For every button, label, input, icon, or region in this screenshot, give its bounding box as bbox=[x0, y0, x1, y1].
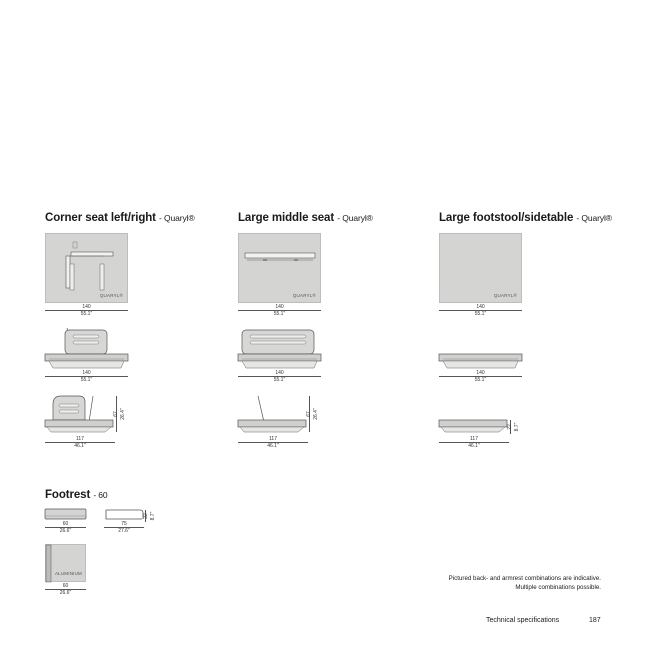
middle-seat-variant: - Quaryl® bbox=[337, 213, 373, 223]
corner-seat-top-width-cm: 140 bbox=[82, 304, 91, 310]
corner-seat-front-view bbox=[45, 326, 128, 370]
middle-seat-side-height-cm: 67 bbox=[306, 411, 312, 417]
footstool-top-view bbox=[439, 233, 522, 303]
footrest-side-depth-cm: 75 bbox=[121, 521, 127, 527]
combination-note-line-2: Multiple combinations possible. bbox=[515, 584, 601, 591]
corner-seat-front-width-cm: 140 bbox=[82, 370, 91, 376]
footstool-side-depth-in: 46.1" bbox=[468, 443, 480, 449]
middle-seat-top-width-cm: 140 bbox=[275, 304, 284, 310]
middle-seat-side-height-in: 26.4" bbox=[313, 408, 319, 420]
footstool-variant: - Quaryl® bbox=[576, 213, 612, 223]
corner-seat-title bbox=[45, 212, 195, 224]
middle-seat-title bbox=[238, 212, 373, 224]
footrest-name: Footrest bbox=[45, 489, 91, 501]
corner-seat-side-height-cm: 67 bbox=[113, 411, 119, 417]
corner-seat-side-height-in: 26.4" bbox=[120, 408, 126, 420]
combination-note bbox=[449, 574, 601, 592]
footstool-top-width-in: 55.1" bbox=[474, 311, 487, 317]
footrest-side-height-cm: 22 bbox=[143, 513, 149, 519]
footrest-side-view bbox=[104, 507, 144, 521]
footstool-side-height-cm: 22 bbox=[507, 424, 513, 430]
footrest-top-width-in: 26.6" bbox=[59, 590, 72, 596]
footstool-front-drawing bbox=[439, 350, 522, 370]
middle-seat-top-view bbox=[238, 233, 321, 303]
footstool-title bbox=[439, 212, 612, 224]
footstool-side-view bbox=[439, 416, 509, 438]
middle-seat-side-depth-in: 46.1" bbox=[267, 443, 279, 449]
corner-seat-front-width-in: 55.1" bbox=[80, 377, 93, 383]
footstool-name: Large footstool/sidetable bbox=[439, 212, 574, 224]
footrest-side-drawing bbox=[104, 507, 144, 521]
corner-seat-side-depth-in: 46.1" bbox=[74, 443, 86, 449]
corner-seat-name: Corner seat left/right bbox=[45, 212, 156, 224]
corner-seat-top-view bbox=[45, 233, 128, 303]
footer-section-label: Technical specifications bbox=[486, 617, 560, 624]
footrest-material-label: ALUMINIUM bbox=[54, 571, 82, 576]
corner-seat-side-drawing bbox=[45, 392, 115, 438]
middle-seat-side-drawing bbox=[238, 392, 308, 438]
footrest-side-height-in: 8.7" bbox=[150, 511, 156, 521]
middle-seat-top-width-in: 55.1" bbox=[273, 311, 286, 317]
footrest-top-drawing bbox=[46, 545, 87, 583]
footrest-front-width-in: 26.6" bbox=[59, 528, 72, 534]
middle-seat-front-view bbox=[238, 326, 321, 370]
footrest-variant: - 60 bbox=[93, 490, 108, 500]
footrest-front-drawing bbox=[45, 507, 87, 521]
footrest-front-width-cm: 60 bbox=[62, 521, 69, 527]
footstool-side-drawing bbox=[439, 416, 509, 438]
footrest-top-view bbox=[45, 544, 86, 582]
footrest-title bbox=[45, 489, 108, 501]
footstool-side-depth-cm: 117 bbox=[470, 436, 478, 442]
footstool-front-width-cm: 140 bbox=[476, 370, 485, 376]
footstool-front-view bbox=[439, 350, 522, 370]
middle-seat-side-depth-cm: 117 bbox=[269, 436, 277, 442]
corner-seat-top-width-in: 55.1" bbox=[80, 311, 93, 317]
page-number: 187 bbox=[589, 617, 601, 624]
footrest-front-view bbox=[45, 507, 87, 521]
corner-seat-side-view bbox=[45, 392, 115, 438]
middle-seat-name: Large middle seat bbox=[238, 212, 335, 224]
footstool-top-width-cm: 140 bbox=[476, 304, 485, 310]
middle-seat-side-view bbox=[238, 392, 308, 438]
corner-seat-material-label: QUARYL® bbox=[99, 293, 123, 298]
corner-seat-variant: - Quaryl® bbox=[159, 213, 195, 223]
corner-seat-side-depth-cm: 117 bbox=[76, 436, 84, 442]
middle-seat-front-width-in: 55.1" bbox=[273, 377, 286, 383]
footrest-side-depth-in: 27.6" bbox=[118, 528, 130, 534]
combination-note-line-1: Pictured back- and armrest combinations are indicative. bbox=[448, 575, 601, 582]
footstool-front-width-in: 55.1" bbox=[474, 377, 487, 383]
middle-seat-front-width-cm: 140 bbox=[275, 370, 284, 376]
footstool-material-label: QUARYL® bbox=[493, 293, 517, 298]
footrest-top-width-cm: 60 bbox=[62, 583, 69, 589]
footstool-side-height-in: 8.7" bbox=[514, 422, 520, 432]
corner-seat-front-drawing bbox=[45, 326, 128, 370]
middle-seat-front-drawing bbox=[238, 326, 321, 370]
middle-seat-material-label: QUARYL® bbox=[292, 293, 316, 298]
